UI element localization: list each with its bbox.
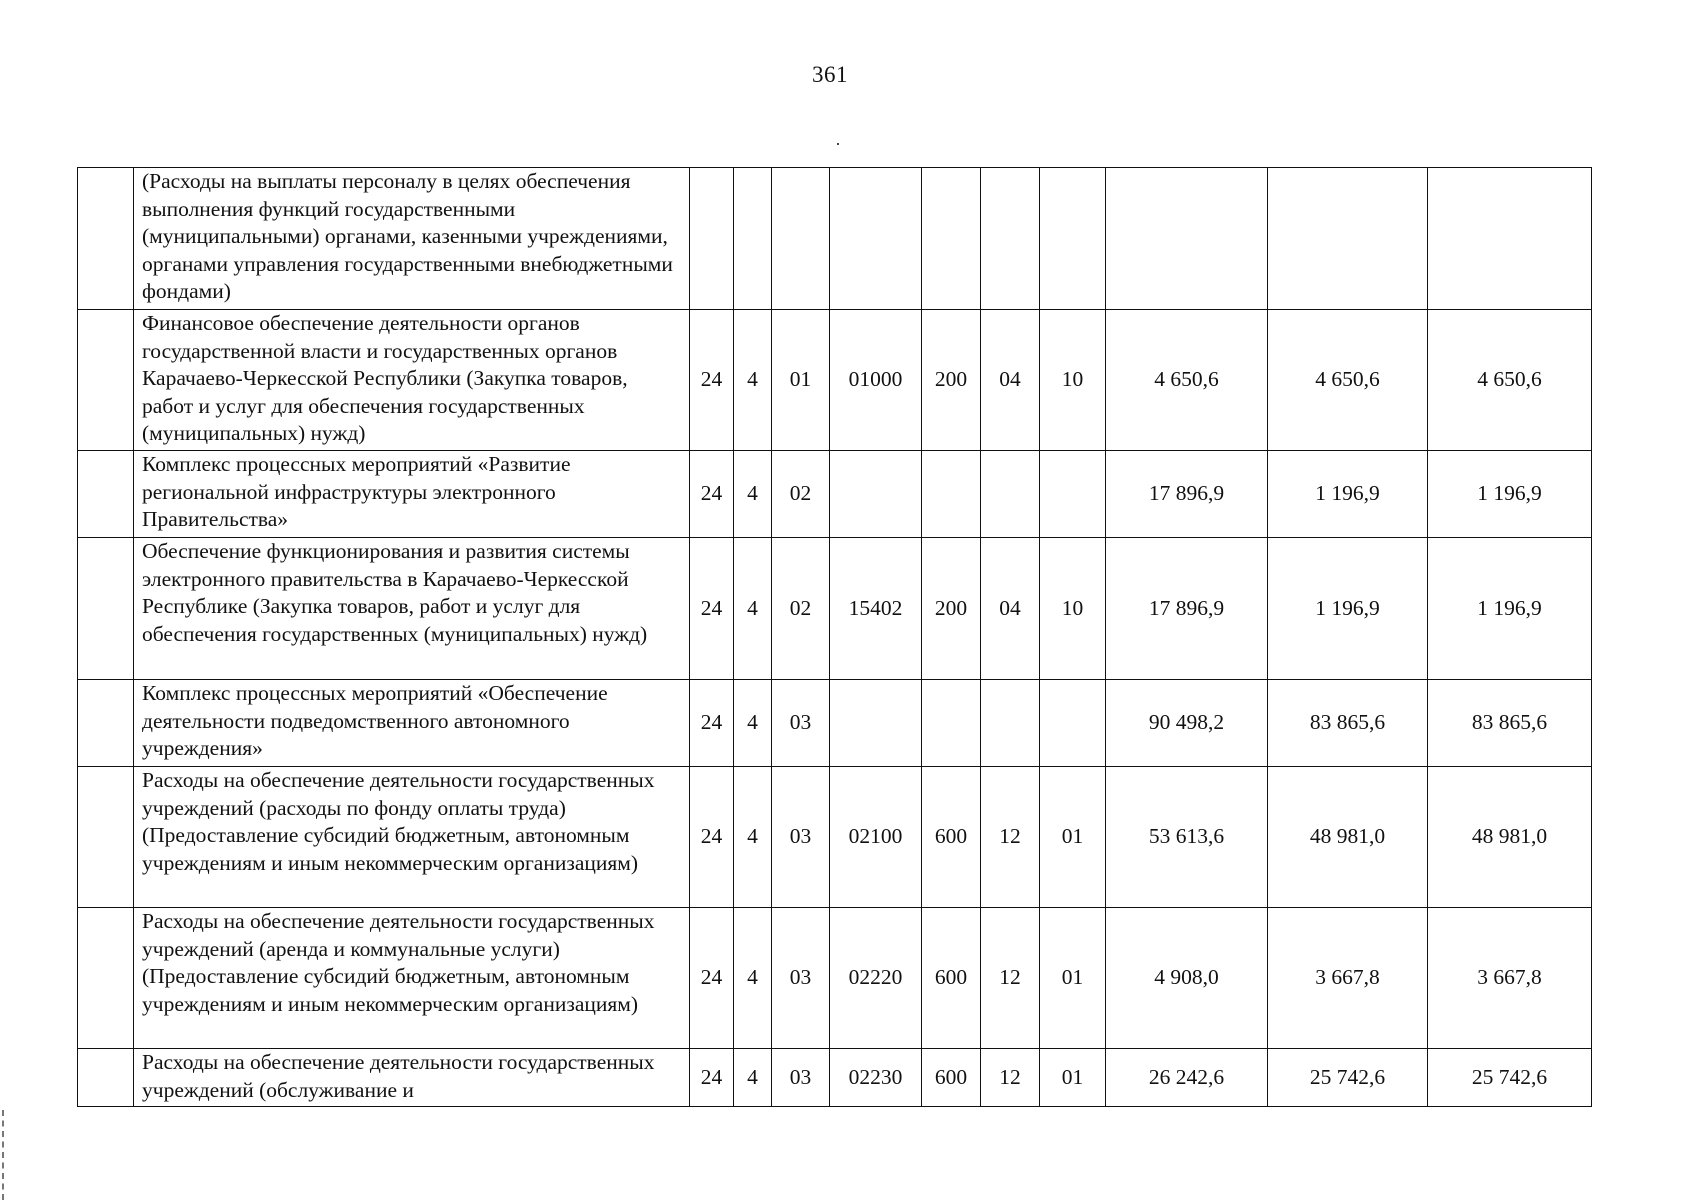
row-index-cell <box>78 451 134 538</box>
code-cell-c5 <box>922 168 981 310</box>
amount-cell-a3: 48 981,0 <box>1428 767 1592 908</box>
code-cell-c5: 600 <box>922 767 981 908</box>
code-cell-c5 <box>922 680 981 767</box>
table-row <box>78 908 1592 1049</box>
row-name-cell: (Расходы на выплаты персоналу в целях обеспечения выполнения функций государственными (муниципальными) органами, казенными учреждениями, органами управления государственными внебюджетными фондами) <box>134 168 690 310</box>
table-row <box>78 680 1592 767</box>
code-cell-c6: 12 <box>981 1049 1040 1107</box>
row-index-cell <box>78 538 134 680</box>
row-name-cell: Обеспечение функционирования и развития системы электронного правительства в Карачаево-Черкесской Республике (Закупка товаров, работ и услуг для обеспечения государственных (муниципальных) нужд) <box>134 538 690 680</box>
amount-cell-a2: 48 981,0 <box>1268 767 1428 908</box>
code-cell-c2 <box>734 168 772 310</box>
code-cell-c7: 10 <box>1040 310 1106 451</box>
code-cell-c6: 12 <box>981 767 1040 908</box>
amount-cell-a2: 4 650,6 <box>1268 310 1428 451</box>
code-cell-c5: 200 <box>922 310 981 451</box>
code-cell-c3: 01 <box>772 310 830 451</box>
code-cell-c7 <box>1040 451 1106 538</box>
code-cell-c6: 12 <box>981 908 1040 1049</box>
code-cell-c1 <box>690 168 734 310</box>
amount-cell-a3: 1 196,9 <box>1428 538 1592 680</box>
table-row <box>78 538 1592 680</box>
amount-cell-a3: 25 742,6 <box>1428 1049 1592 1107</box>
code-cell-c3: 03 <box>772 680 830 767</box>
code-cell-c5 <box>922 451 981 538</box>
code-cell-c2: 4 <box>734 451 772 538</box>
code-cell-c3: 02 <box>772 538 830 680</box>
code-cell-c6: 04 <box>981 538 1040 680</box>
amount-cell-a1 <box>1106 168 1268 310</box>
code-cell-c6 <box>981 168 1040 310</box>
scan-speck <box>837 143 839 145</box>
code-cell-c2: 4 <box>734 908 772 1049</box>
amount-cell-a3: 4 650,6 <box>1428 310 1592 451</box>
amount-cell-a1: 17 896,9 <box>1106 538 1268 680</box>
budget-table <box>77 167 1592 1107</box>
code-cell-c4: 02100 <box>830 767 922 908</box>
code-cell-c1: 24 <box>690 767 734 908</box>
code-cell-c1: 24 <box>690 310 734 451</box>
amount-cell-a1: 53 613,6 <box>1106 767 1268 908</box>
row-index-cell <box>78 310 134 451</box>
amount-cell-a2: 1 196,9 <box>1268 451 1428 538</box>
row-name-cell: Финансовое обеспечение деятельности органов государственной власти и государственных органов Карачаево-Черкесской Республики (Закупка товаров, работ и услуг для обеспечения государственных (муниципальных) нужд) <box>134 310 690 451</box>
amount-cell-a3 <box>1428 168 1592 310</box>
code-cell-c6: 04 <box>981 310 1040 451</box>
code-cell-c2: 4 <box>734 538 772 680</box>
code-cell-c1: 24 <box>690 1049 734 1107</box>
amount-cell-a3: 83 865,6 <box>1428 680 1592 767</box>
code-cell-c2: 4 <box>734 310 772 451</box>
code-cell-c4: 15402 <box>830 538 922 680</box>
scan-margin-marks <box>2 1110 6 1200</box>
code-cell-c3: 03 <box>772 767 830 908</box>
table-row <box>78 168 1592 310</box>
code-cell-c3 <box>772 168 830 310</box>
code-cell-c2: 4 <box>734 767 772 908</box>
code-cell-c4: 01000 <box>830 310 922 451</box>
code-cell-c7 <box>1040 168 1106 310</box>
row-name-cell: Комплекс процессных мероприятий «Обеспечение деятельности подведомственного автономного учреждения» <box>134 680 690 767</box>
row-index-cell <box>78 1049 134 1107</box>
table-row <box>78 451 1592 538</box>
code-cell-c6 <box>981 451 1040 538</box>
amount-cell-a2: 83 865,6 <box>1268 680 1428 767</box>
code-cell-c1: 24 <box>690 908 734 1049</box>
code-cell-c7: 10 <box>1040 538 1106 680</box>
row-index-cell <box>78 680 134 767</box>
code-cell-c1: 24 <box>690 680 734 767</box>
code-cell-c6 <box>981 680 1040 767</box>
amount-cell-a2: 25 742,6 <box>1268 1049 1428 1107</box>
amount-cell-a2 <box>1268 168 1428 310</box>
amount-cell-a1: 4 908,0 <box>1106 908 1268 1049</box>
row-index-cell <box>78 767 134 908</box>
table-row <box>78 310 1592 451</box>
table-row <box>78 767 1592 908</box>
row-name-cell: Расходы на обеспечение деятельности государственных учреждений (обслуживание и <box>134 1049 690 1107</box>
code-cell-c2: 4 <box>734 680 772 767</box>
code-cell-c4: 02220 <box>830 908 922 1049</box>
code-cell-c7: 01 <box>1040 767 1106 908</box>
amount-cell-a2: 1 196,9 <box>1268 538 1428 680</box>
amount-cell-a3: 3 667,8 <box>1428 908 1592 1049</box>
row-name-cell: Расходы на обеспечение деятельности государственных учреждений (аренда и коммунальные услуги) (Предоставление субсидий бюджетным, автономным учреждениям и иным некоммерческим организациям) <box>134 908 690 1049</box>
code-cell-c5: 200 <box>922 538 981 680</box>
page-number: 361 <box>812 62 848 87</box>
amount-cell-a1: 17 896,9 <box>1106 451 1268 538</box>
row-name-cell: Расходы на обеспечение деятельности государственных учреждений (расходы по фонду оплаты труда) (Предоставление субсидий бюджетным, автономным учреждениям и иным некоммерческим организациям) <box>134 767 690 908</box>
code-cell-c4 <box>830 451 922 538</box>
amount-cell-a1: 4 650,6 <box>1106 310 1268 451</box>
row-name-cell: Комплекс процессных мероприятий «Развитие региональной инфраструктуры электронного Правительства» <box>134 451 690 538</box>
code-cell-c5: 600 <box>922 1049 981 1107</box>
code-cell-c5: 600 <box>922 908 981 1049</box>
amount-cell-a1: 90 498,2 <box>1106 680 1268 767</box>
table-row <box>78 1049 1592 1107</box>
code-cell-c1: 24 <box>690 451 734 538</box>
code-cell-c7: 01 <box>1040 1049 1106 1107</box>
row-index-cell <box>78 908 134 1049</box>
code-cell-c3: 03 <box>772 908 830 1049</box>
code-cell-c1: 24 <box>690 538 734 680</box>
amount-cell-a1: 26 242,6 <box>1106 1049 1268 1107</box>
code-cell-c7: 01 <box>1040 908 1106 1049</box>
code-cell-c3: 03 <box>772 1049 830 1107</box>
code-cell-c4 <box>830 168 922 310</box>
row-index-cell <box>78 168 134 310</box>
code-cell-c3: 02 <box>772 451 830 538</box>
amount-cell-a3: 1 196,9 <box>1428 451 1592 538</box>
code-cell-c7 <box>1040 680 1106 767</box>
amount-cell-a2: 3 667,8 <box>1268 908 1428 1049</box>
code-cell-c4: 02230 <box>830 1049 922 1107</box>
code-cell-c2: 4 <box>734 1049 772 1107</box>
code-cell-c4 <box>830 680 922 767</box>
